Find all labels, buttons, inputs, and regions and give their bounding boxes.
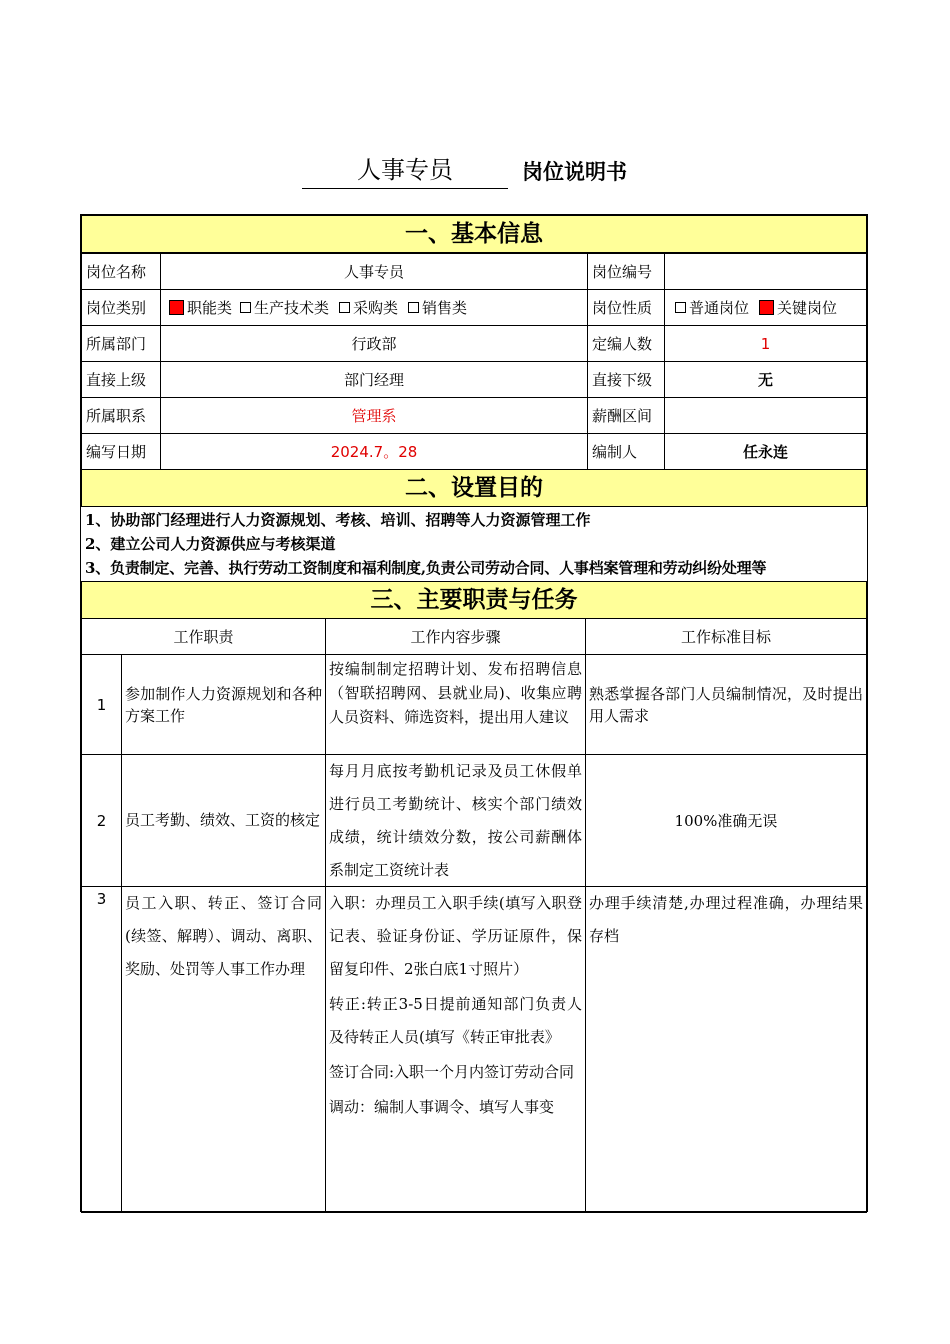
option-sales: 销售类 <box>422 298 468 317</box>
standard-text: 熟悉掌握各部门人员编制情况，及时提出用人需求 <box>589 684 863 725</box>
purpose-item: 2、建立公司人力资源供应与考核渠道 <box>85 535 336 553</box>
duty-number: 1 <box>81 654 122 755</box>
title-document-name: 岗位说明书 <box>522 160 627 184</box>
steps-text: 转正:转正3-5日提前通知部门负责人及待转正人员(填写《转正审批表》 <box>329 995 582 1046</box>
steps-text: 按编制制定招聘计划、发布招聘信息（智联招聘网、县就业局)、收集应聘人员资料、筛选资料，提出用人建议 <box>329 660 582 726</box>
position-name-value: 人事专员 <box>160 253 588 290</box>
category-label: 岗位类别 <box>81 289 161 326</box>
nature-options <box>664 289 867 326</box>
checkbox-key[interactable] <box>759 300 774 315</box>
headcount-value: 1 <box>664 325 867 362</box>
option-purchasing: 采购类 <box>353 298 399 317</box>
section-duties-heading: 三、主要职责与任务 <box>81 581 867 619</box>
duty-steps <box>325 654 586 755</box>
duty-text: 参加制作人力资源规划和各种方案工作 <box>125 684 322 725</box>
column-header-standard: 工作标准目标 <box>585 618 867 655</box>
salary-range-label: 薪酬区间 <box>587 397 665 434</box>
option-key: 关键岗位 <box>777 298 838 317</box>
column-header-steps: 工作内容步骤 <box>325 618 586 655</box>
steps-text: 每月月底按考勤机记录及员工休假单进行员工考勤统计、核实个部门绩效成绩，统计绩效分数，按公司薪酬体系制定工资统计表 <box>329 762 582 879</box>
job-family-label: 所属职系 <box>81 397 161 434</box>
checkbox-ordinary[interactable] <box>675 302 686 313</box>
date-value: 2024.7。28 <box>160 433 588 470</box>
department-label: 所属部门 <box>81 325 161 362</box>
duty-description <box>121 654 326 755</box>
duty-number: 3 <box>81 886 122 1213</box>
standard-text: 办理手续清楚,办理过程准确，办理结果存档 <box>589 894 863 945</box>
duty-steps <box>325 754 586 887</box>
duty-standard: 100%准确无误 <box>585 754 867 887</box>
steps-text: 调动：编制人事调令、填写人事变 <box>329 1098 555 1116</box>
duty-description <box>121 754 326 887</box>
checkbox-production[interactable] <box>240 302 251 313</box>
category-options <box>160 289 588 326</box>
author-value: 任永连 <box>664 433 867 470</box>
duty-standard <box>585 886 867 1213</box>
duty-description <box>121 886 326 1213</box>
author-label: 编制人 <box>587 433 665 470</box>
salary-range-value <box>664 397 867 434</box>
job-family-value: 管理系 <box>160 397 588 434</box>
job-description-table <box>80 214 868 1212</box>
nature-label: 岗位性质 <box>587 289 665 326</box>
superior-label: 直接上级 <box>81 361 161 398</box>
steps-text: 签订合同:入职一个月内签订劳动合同 <box>329 1063 575 1081</box>
column-header-duty: 工作职责 <box>81 618 326 655</box>
checkbox-sales[interactable] <box>408 302 419 313</box>
option-ordinary: 普通岗位 <box>689 298 750 317</box>
position-code-label: 岗位编号 <box>587 253 665 290</box>
position-name-label: 岗位名称 <box>81 253 161 290</box>
duty-standard <box>585 654 867 755</box>
purpose-item: 3、负责制定、完善、执行劳动工资制度和福利制度,负责公司劳动合同、人事档案管理和劳动纠纷处理等 <box>85 559 767 577</box>
checkbox-functional[interactable] <box>169 300 184 315</box>
subordinate-label: 直接下级 <box>587 361 665 398</box>
position-code-value <box>664 253 867 290</box>
title-position-name: 人事专员 <box>302 152 508 189</box>
option-functional: 职能类 <box>187 298 233 317</box>
duty-steps <box>325 886 586 1213</box>
subordinate-value: 无 <box>664 361 867 398</box>
purpose-item: 1、协助部门经理进行人力资源规划、考核、培训、招聘等人力资源管理工作 <box>85 511 591 529</box>
superior-value: 部门经理 <box>160 361 588 398</box>
duty-number: 2 <box>81 754 122 887</box>
checkbox-purchasing[interactable] <box>339 302 350 313</box>
duty-text: 员工考勤、绩效、工资的核定 <box>125 811 321 829</box>
option-production: 生产技术类 <box>254 298 330 317</box>
steps-text: 入职：办理员工入职手续(填写入职登记表、验证身份证、学历证原件，保留复印件、2张白底1寸照片） <box>329 894 582 978</box>
section-basic-info-heading: 一、基本信息 <box>81 215 867 253</box>
document-title <box>0 152 950 192</box>
department-value: 行政部 <box>160 325 588 362</box>
section-purpose-heading: 二、设置目的 <box>81 469 867 507</box>
duty-text: 员工入职、转正、签订合同(续签、解聘）、调动、离职、奖励、处罚等人事工作办理 <box>125 894 322 978</box>
headcount-label: 定编人数 <box>587 325 665 362</box>
date-label: 编写日期 <box>81 433 161 470</box>
